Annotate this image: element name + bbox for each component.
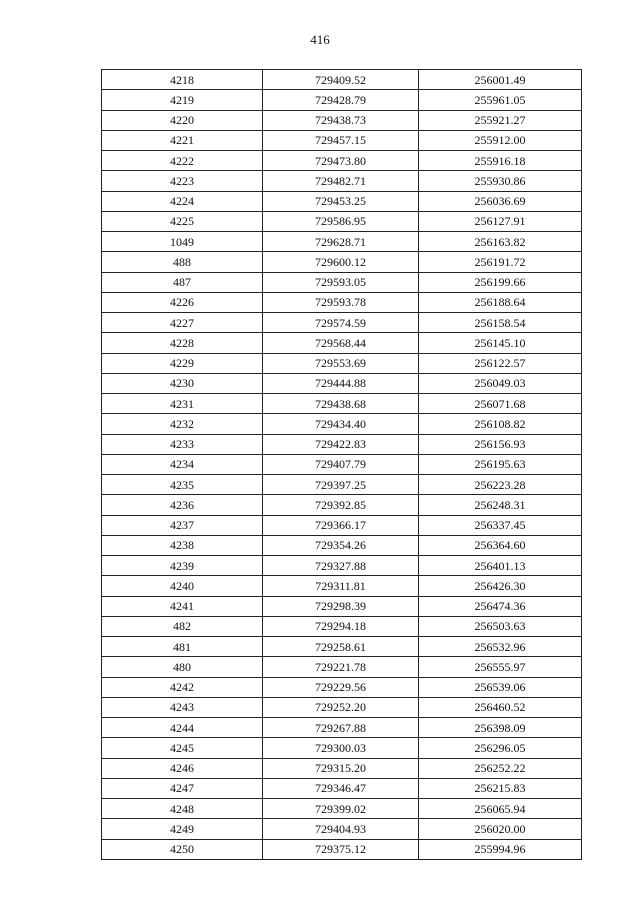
point-number-cell: 4234 [102, 454, 263, 474]
point-number-cell: 4231 [102, 394, 263, 414]
point-number-cell: 4230 [102, 373, 263, 393]
x-coordinate-cell: 729407.79 [263, 454, 419, 474]
x-coordinate-cell: 729593.78 [263, 292, 419, 312]
x-coordinate-cell: 729267.88 [263, 718, 419, 738]
y-coordinate-cell: 256364.60 [419, 535, 582, 555]
point-number-cell: 4233 [102, 434, 263, 454]
x-coordinate-cell: 729392.85 [263, 495, 419, 515]
point-number-cell: 4222 [102, 151, 263, 171]
point-number-cell: 4226 [102, 292, 263, 312]
x-coordinate-cell: 729568.44 [263, 333, 419, 353]
point-number-cell: 4247 [102, 778, 263, 798]
x-coordinate-cell: 729252.20 [263, 697, 419, 717]
table-row [102, 778, 582, 798]
y-coordinate-cell: 255961.05 [419, 90, 582, 110]
x-coordinate-cell: 729298.39 [263, 596, 419, 616]
point-number-cell: 4223 [102, 171, 263, 191]
x-coordinate-cell: 729628.71 [263, 232, 419, 252]
y-coordinate-cell: 256426.30 [419, 576, 582, 596]
point-number-cell: 4219 [102, 90, 263, 110]
x-coordinate-cell: 729294.18 [263, 616, 419, 636]
table-row [102, 70, 582, 90]
point-number-cell: 4220 [102, 110, 263, 130]
x-coordinate-cell: 729444.88 [263, 373, 419, 393]
coordinates-table [101, 69, 582, 860]
x-coordinate-cell: 729600.12 [263, 252, 419, 272]
y-coordinate-cell: 256337.45 [419, 515, 582, 535]
point-number-cell: 481 [102, 637, 263, 657]
x-coordinate-cell: 729553.69 [263, 353, 419, 373]
point-number-cell: 480 [102, 657, 263, 677]
y-coordinate-cell: 255994.96 [419, 839, 582, 859]
point-number-cell: 4229 [102, 353, 263, 373]
y-coordinate-cell: 256474.36 [419, 596, 582, 616]
x-coordinate-cell: 729315.20 [263, 758, 419, 778]
x-coordinate-cell: 729258.61 [263, 637, 419, 657]
table-row [102, 414, 582, 434]
y-coordinate-cell: 256532.96 [419, 637, 582, 657]
y-coordinate-cell: 256158.54 [419, 313, 582, 333]
x-coordinate-cell: 729397.25 [263, 475, 419, 495]
x-coordinate-cell: 729375.12 [263, 839, 419, 859]
y-coordinate-cell: 256398.09 [419, 718, 582, 738]
x-coordinate-cell: 729457.15 [263, 130, 419, 150]
point-number-cell: 4232 [102, 414, 263, 434]
table-row [102, 515, 582, 535]
point-number-cell: 4224 [102, 191, 263, 211]
y-coordinate-cell: 256065.94 [419, 799, 582, 819]
table-row [102, 596, 582, 616]
y-coordinate-cell: 256191.72 [419, 252, 582, 272]
table-row [102, 110, 582, 130]
point-number-cell: 4246 [102, 758, 263, 778]
page-number: 416 [310, 32, 330, 47]
y-coordinate-cell: 256401.13 [419, 556, 582, 576]
table-row [102, 394, 582, 414]
table-row [102, 313, 582, 333]
point-number-cell: 4237 [102, 515, 263, 535]
point-number-cell: 4238 [102, 535, 263, 555]
table-row [102, 252, 582, 272]
point-number-cell: 1049 [102, 232, 263, 252]
y-coordinate-cell: 256163.82 [419, 232, 582, 252]
y-coordinate-cell: 256049.03 [419, 373, 582, 393]
y-coordinate-cell: 256156.93 [419, 434, 582, 454]
x-coordinate-cell: 729346.47 [263, 778, 419, 798]
table-row [102, 232, 582, 252]
y-coordinate-cell: 256223.28 [419, 475, 582, 495]
x-coordinate-cell: 729438.73 [263, 110, 419, 130]
table-row [102, 191, 582, 211]
x-coordinate-cell: 729593.05 [263, 272, 419, 292]
y-coordinate-cell: 256460.52 [419, 697, 582, 717]
x-coordinate-cell: 729434.40 [263, 414, 419, 434]
x-coordinate-cell: 729221.78 [263, 657, 419, 677]
y-coordinate-cell: 256215.83 [419, 778, 582, 798]
table-row [102, 677, 582, 697]
x-coordinate-cell: 729229.56 [263, 677, 419, 697]
y-coordinate-cell: 256555.97 [419, 657, 582, 677]
y-coordinate-cell: 256127.91 [419, 211, 582, 231]
x-coordinate-cell: 729399.02 [263, 799, 419, 819]
table-row [102, 556, 582, 576]
x-coordinate-cell: 729404.93 [263, 819, 419, 839]
y-coordinate-cell: 255912.00 [419, 130, 582, 150]
point-number-cell: 4248 [102, 799, 263, 819]
y-coordinate-cell: 256248.31 [419, 495, 582, 515]
table-row [102, 495, 582, 515]
point-number-cell: 487 [102, 272, 263, 292]
table-row [102, 535, 582, 555]
point-number-cell: 4239 [102, 556, 263, 576]
table-row [102, 434, 582, 454]
table-row [102, 758, 582, 778]
y-coordinate-cell: 256122.57 [419, 353, 582, 373]
table-row [102, 697, 582, 717]
y-coordinate-cell: 256503.63 [419, 616, 582, 636]
x-coordinate-cell: 729574.59 [263, 313, 419, 333]
table-body [102, 70, 582, 860]
point-number-cell: 4240 [102, 576, 263, 596]
table-row [102, 738, 582, 758]
point-number-cell: 4236 [102, 495, 263, 515]
x-coordinate-cell: 729428.79 [263, 90, 419, 110]
y-coordinate-cell: 256188.64 [419, 292, 582, 312]
x-coordinate-cell: 729422.83 [263, 434, 419, 454]
y-coordinate-cell: 255921.27 [419, 110, 582, 130]
point-number-cell: 4244 [102, 718, 263, 738]
point-number-cell: 4243 [102, 697, 263, 717]
table-row [102, 799, 582, 819]
x-coordinate-cell: 729482.71 [263, 171, 419, 191]
table-row [102, 475, 582, 495]
y-coordinate-cell: 256296.05 [419, 738, 582, 758]
y-coordinate-cell: 256252.22 [419, 758, 582, 778]
x-coordinate-cell: 729586.95 [263, 211, 419, 231]
y-coordinate-cell: 255916.18 [419, 151, 582, 171]
table-row [102, 657, 582, 677]
point-number-cell: 4228 [102, 333, 263, 353]
x-coordinate-cell: 729409.52 [263, 70, 419, 90]
point-number-cell: 4245 [102, 738, 263, 758]
x-coordinate-cell: 729327.88 [263, 556, 419, 576]
x-coordinate-cell: 729438.68 [263, 394, 419, 414]
point-number-cell: 4221 [102, 130, 263, 150]
table-row [102, 454, 582, 474]
table-row [102, 353, 582, 373]
x-coordinate-cell: 729311.81 [263, 576, 419, 596]
y-coordinate-cell: 256199.66 [419, 272, 582, 292]
table-row [102, 211, 582, 231]
x-coordinate-cell: 729354.26 [263, 535, 419, 555]
table-row [102, 839, 582, 859]
x-coordinate-cell: 729300.03 [263, 738, 419, 758]
y-coordinate-cell: 256071.68 [419, 394, 582, 414]
table-row [102, 819, 582, 839]
y-coordinate-cell: 256145.10 [419, 333, 582, 353]
table-row [102, 272, 582, 292]
table-row [102, 718, 582, 738]
table-row [102, 333, 582, 353]
table-row [102, 90, 582, 110]
table-row [102, 130, 582, 150]
x-coordinate-cell: 729473.80 [263, 151, 419, 171]
point-number-cell: 482 [102, 616, 263, 636]
table-row [102, 151, 582, 171]
point-number-cell: 4227 [102, 313, 263, 333]
point-number-cell: 4235 [102, 475, 263, 495]
point-number-cell: 488 [102, 252, 263, 272]
y-coordinate-cell: 256539.06 [419, 677, 582, 697]
table-row [102, 576, 582, 596]
point-number-cell: 4249 [102, 819, 263, 839]
table-row [102, 373, 582, 393]
table-row [102, 292, 582, 312]
x-coordinate-cell: 729366.17 [263, 515, 419, 535]
y-coordinate-cell: 256020.00 [419, 819, 582, 839]
y-coordinate-cell: 256001.49 [419, 70, 582, 90]
y-coordinate-cell: 255930.86 [419, 171, 582, 191]
point-number-cell: 4242 [102, 677, 263, 697]
x-coordinate-cell: 729453.25 [263, 191, 419, 211]
point-number-cell: 4241 [102, 596, 263, 616]
table-row [102, 171, 582, 191]
point-number-cell: 4225 [102, 211, 263, 231]
y-coordinate-cell: 256036.69 [419, 191, 582, 211]
table-row [102, 616, 582, 636]
table-row [102, 637, 582, 657]
y-coordinate-cell: 256108.82 [419, 414, 582, 434]
point-number-cell: 4218 [102, 70, 263, 90]
point-number-cell: 4250 [102, 839, 263, 859]
y-coordinate-cell: 256195.63 [419, 454, 582, 474]
